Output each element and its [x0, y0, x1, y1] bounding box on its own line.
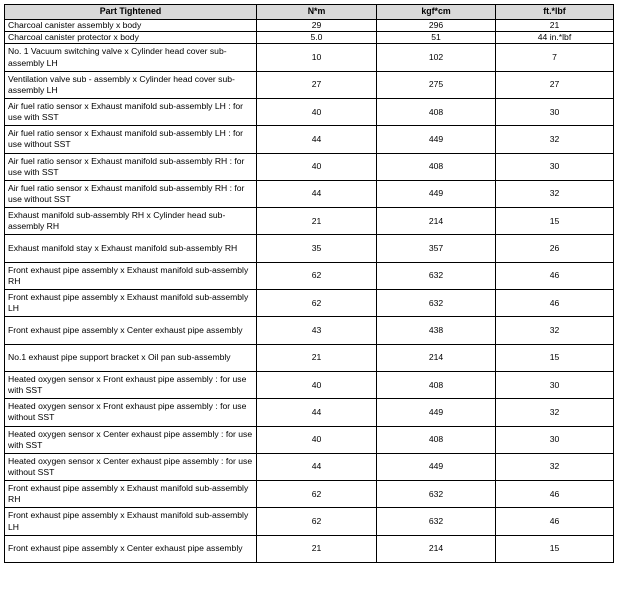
newton-meter-cell: 40: [257, 371, 377, 398]
table-row: [5, 99, 614, 126]
table-row: [5, 371, 614, 398]
ft-lbf-cell: 30: [496, 371, 614, 398]
part-tightened-cell: Front exhaust pipe assembly x Exhaust manifold sub-assembly LH: [5, 290, 257, 317]
torque-spec-table: [4, 4, 614, 563]
newton-meter-cell: 40: [257, 99, 377, 126]
newton-meter-cell: 21: [257, 344, 377, 371]
newton-meter-cell: 43: [257, 317, 377, 344]
kgf-cm-cell: 408: [377, 426, 496, 453]
newton-meter-cell: 62: [257, 262, 377, 289]
part-tightened-cell: Exhaust manifold stay x Exhaust manifold sub-assembly RH: [5, 235, 257, 262]
table-row: [5, 508, 614, 535]
part-tightened-cell: Ventilation valve sub - assembly x Cylinder head cover sub-assembly LH: [5, 71, 257, 98]
table-row: [5, 535, 614, 562]
kgf-cm-cell: 214: [377, 208, 496, 235]
kgf-cm-cell: 275: [377, 71, 496, 98]
newton-meter-cell: 62: [257, 508, 377, 535]
kgf-cm-cell: 449: [377, 180, 496, 207]
ft-lbf-cell: 44 in.*lbf: [496, 32, 614, 44]
kgf-cm-cell: 632: [377, 508, 496, 535]
kgf-cm-cell: 214: [377, 344, 496, 371]
newton-meter-cell: 29: [257, 20, 377, 32]
table-row: [5, 426, 614, 453]
table-row: [5, 290, 614, 317]
part-tightened-cell: Front exhaust pipe assembly x Exhaust manifold sub-assembly RH: [5, 481, 257, 508]
header-kgf-cm: kgf*cm: [377, 5, 496, 20]
table-row: [5, 180, 614, 207]
part-tightened-cell: Air fuel ratio sensor x Exhaust manifold sub-assembly RH : for use with SST: [5, 153, 257, 180]
ft-lbf-cell: 32: [496, 180, 614, 207]
newton-meter-cell: 62: [257, 481, 377, 508]
part-tightened-cell: Heated oxygen sensor x Front exhaust pipe assembly : for use without SST: [5, 399, 257, 426]
newton-meter-cell: 35: [257, 235, 377, 262]
part-tightened-cell: Front exhaust pipe assembly x Center exhaust pipe assembly: [5, 317, 257, 344]
part-tightened-cell: No.1 exhaust pipe support bracket x Oil pan sub-assembly: [5, 344, 257, 371]
part-tightened-cell: Front exhaust pipe assembly x Exhaust manifold sub-assembly RH: [5, 262, 257, 289]
part-tightened-cell: Air fuel ratio sensor x Exhaust manifold sub-assembly LH : for use with SST: [5, 99, 257, 126]
table-row: [5, 153, 614, 180]
newton-meter-cell: 44: [257, 453, 377, 480]
ft-lbf-cell: 30: [496, 426, 614, 453]
ft-lbf-cell: 26: [496, 235, 614, 262]
newton-meter-cell: 40: [257, 153, 377, 180]
part-tightened-cell: Air fuel ratio sensor x Exhaust manifold sub-assembly LH : for use without SST: [5, 126, 257, 153]
ft-lbf-cell: 15: [496, 535, 614, 562]
part-tightened-cell: Air fuel ratio sensor x Exhaust manifold sub-assembly RH : for use without SST: [5, 180, 257, 207]
kgf-cm-cell: 632: [377, 481, 496, 508]
ft-lbf-cell: 46: [496, 290, 614, 317]
table-row: [5, 71, 614, 98]
ft-lbf-cell: 30: [496, 99, 614, 126]
table-header-row: [5, 5, 614, 20]
newton-meter-cell: 44: [257, 180, 377, 207]
kgf-cm-cell: 632: [377, 262, 496, 289]
kgf-cm-cell: 632: [377, 290, 496, 317]
ft-lbf-cell: 32: [496, 399, 614, 426]
part-tightened-cell: Heated oxygen sensor x Center exhaust pipe assembly : for use without SST: [5, 453, 257, 480]
kgf-cm-cell: 214: [377, 535, 496, 562]
kgf-cm-cell: 296: [377, 20, 496, 32]
newton-meter-cell: 5.0: [257, 32, 377, 44]
table-row: [5, 344, 614, 371]
ft-lbf-cell: 32: [496, 126, 614, 153]
newton-meter-cell: 27: [257, 71, 377, 98]
newton-meter-cell: 21: [257, 535, 377, 562]
header-ft-lbf: ft.*lbf: [496, 5, 614, 20]
table-body: [5, 20, 614, 563]
ft-lbf-cell: 7: [496, 44, 614, 71]
newton-meter-cell: 40: [257, 426, 377, 453]
ft-lbf-cell: 32: [496, 453, 614, 480]
table-row: [5, 481, 614, 508]
kgf-cm-cell: 51: [377, 32, 496, 44]
kgf-cm-cell: 449: [377, 453, 496, 480]
kgf-cm-cell: 449: [377, 399, 496, 426]
table-row: [5, 262, 614, 289]
newton-meter-cell: 10: [257, 44, 377, 71]
kgf-cm-cell: 102: [377, 44, 496, 71]
ft-lbf-cell: 15: [496, 208, 614, 235]
ft-lbf-cell: 30: [496, 153, 614, 180]
part-tightened-cell: Charcoal canister protector x body: [5, 32, 257, 44]
ft-lbf-cell: 15: [496, 344, 614, 371]
table-row: [5, 44, 614, 71]
part-tightened-cell: Front exhaust pipe assembly x Exhaust manifold sub-assembly LH: [5, 508, 257, 535]
table-row: [5, 208, 614, 235]
header-newton-meter: N*m: [257, 5, 377, 20]
kgf-cm-cell: 438: [377, 317, 496, 344]
newton-meter-cell: 62: [257, 290, 377, 317]
part-tightened-cell: Heated oxygen sensor x Front exhaust pipe assembly : for use with SST: [5, 371, 257, 398]
ft-lbf-cell: 46: [496, 508, 614, 535]
table-row: [5, 317, 614, 344]
ft-lbf-cell: 46: [496, 262, 614, 289]
part-tightened-cell: Exhaust manifold sub-assembly RH x Cylinder head sub-assembly RH: [5, 208, 257, 235]
newton-meter-cell: 44: [257, 399, 377, 426]
part-tightened-cell: Front exhaust pipe assembly x Center exhaust pipe assembly: [5, 535, 257, 562]
ft-lbf-cell: 27: [496, 71, 614, 98]
ft-lbf-cell: 32: [496, 317, 614, 344]
part-tightened-cell: Heated oxygen sensor x Center exhaust pipe assembly : for use with SST: [5, 426, 257, 453]
torque-spec-document: [4, 4, 613, 563]
ft-lbf-cell: 21: [496, 20, 614, 32]
table-row: [5, 399, 614, 426]
kgf-cm-cell: 408: [377, 371, 496, 398]
newton-meter-cell: 44: [257, 126, 377, 153]
table-row: [5, 235, 614, 262]
table-row: [5, 32, 614, 44]
kgf-cm-cell: 408: [377, 99, 496, 126]
ft-lbf-cell: 46: [496, 481, 614, 508]
part-tightened-cell: No. 1 Vacuum switching valve x Cylinder head cover sub-assembly LH: [5, 44, 257, 71]
table-row: [5, 453, 614, 480]
kgf-cm-cell: 449: [377, 126, 496, 153]
table-row: [5, 126, 614, 153]
header-part-tightened: Part Tightened: [5, 5, 257, 20]
newton-meter-cell: 21: [257, 208, 377, 235]
kgf-cm-cell: 357: [377, 235, 496, 262]
part-tightened-cell: Charcoal canister assembly x body: [5, 20, 257, 32]
table-row: [5, 20, 614, 32]
kgf-cm-cell: 408: [377, 153, 496, 180]
